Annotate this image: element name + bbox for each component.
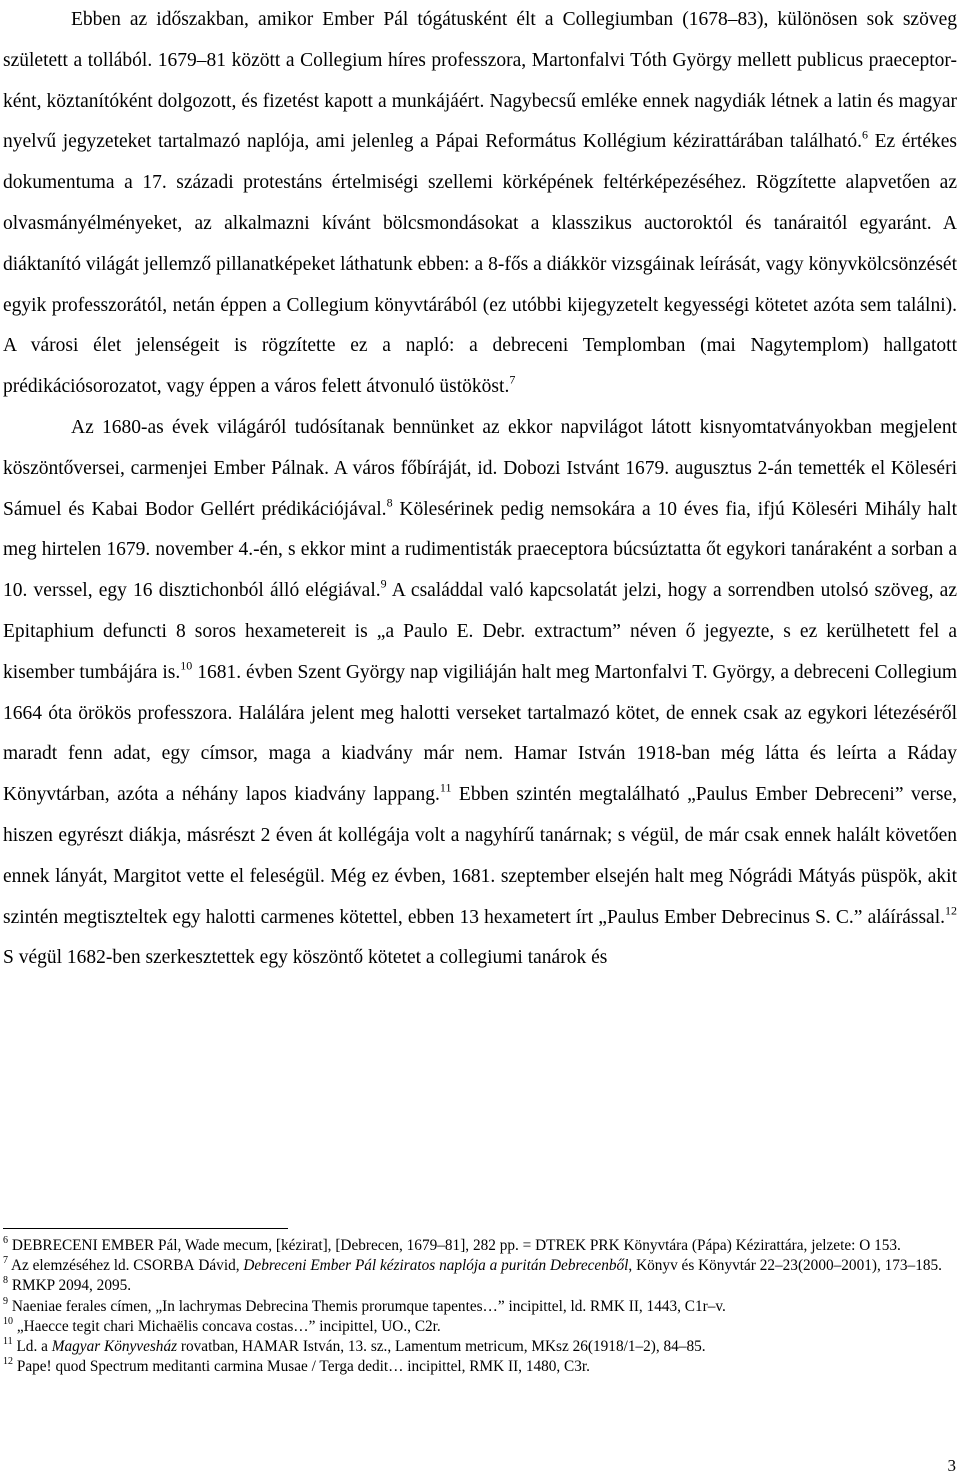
footnote-number: 10	[3, 1315, 13, 1327]
footnote-number: 7	[3, 1255, 8, 1267]
paragraph-1-text-b: Ez értékes dokumentuma a 17. századi protestáns értelmiségi szellemi körképének feltérképezéséhez. Rögzítette alapvetően az olvasmányélményeket, az alkalmazni kívánt bölcsmondásokat a klasszikus auctoroktól és tanáraitól egyaránt. A diáktanító világát jellemző pillanatképeket láthatunk ebben: a 8-fős a diákkör vizsgáinak leírását, vagy könyvkölcsönzését egyik professzorától, netán éppen a Collegium könyvtárából (ez utóbbi kijegyzetelt kegyességi kötetet azóta sem találni). A városi élet jelenségeit is rögzítette ez a napló: a debreceni Templomban (mai Nagytemplom) hallgatott prédikációsorozatot, vagy éppen a város felett átvonuló üstököst.	[3, 131, 957, 398]
footnote-ref-7[interactable]: 7	[509, 372, 516, 387]
footnote-ref-8[interactable]: 8	[386, 495, 393, 510]
footnote-text: , Könyv és Könyvtár 22–23(2000–2001), 173–185.	[628, 1257, 942, 1275]
paragraph-1-text-a: Ebben az időszakban, amikor Ember Pál tógátusként élt a Collegiumban (1678–83), különösen sok szöveg született a tollából. 1679–81 között a Collegium híres professzora, Martonfalvi Tóth György mellett publicus praeceptor-ként, köztanítóként dolgozott, és fizetést kapott a munkájáért. Nagybecsű emléke ennek nagydiák létnek a latin és magyar nyelvű jegyzeteket tartalmazó naplója, ami jelenleg a Pápai Református Kollégium kézirattárában található.	[3, 9, 957, 153]
footnote-7	[3, 1256, 957, 1276]
footnote-text: rovatban, H	[177, 1338, 254, 1356]
footnote-text: SORBA	[143, 1257, 195, 1275]
footnote-text: István, 13. sz., Lamentum metricum, MKsz 26(1918/1–2), 84–85.	[299, 1338, 706, 1356]
paragraph-1	[3, 0, 957, 408]
footnote-ref-6[interactable]: 6	[861, 128, 868, 142]
main-text	[3, 0, 957, 979]
footnote-number: 8	[3, 1275, 8, 1287]
footnote-text: RMKP 2094, 2095.	[8, 1277, 132, 1295]
paragraph-2-text-e: Ebben szintén megtalálható „Paulus Ember Debreceni” verse, hiszen egyrészt diákja, másrészt 2 éven át kollégája volt a nagyhírű tanárnak; s végül, de már csak ennek halált követően ennek lányát, Margitot vette el feleségül. Még ez évben, 1681. szeptember elsején halt meg Nógrádi Mátyás püspök, akit szintén megtiszteltek egy halotti carmenes kötettel, ebben 13 hexametert írt „Paulus Ember Debrecinus S. C.” aláírással.	[3, 784, 957, 928]
footnote-title: Debreceni Ember Pál kéziratos naplója a puritán Debrecenből	[243, 1257, 629, 1275]
footnote-text: „Haecce tegit chari Michaëlis concava costas…” incipittel, U	[13, 1317, 393, 1335]
paragraph-2-text-c: A családdal való kapcsolatát jelzi, hogy a sorrendben utolsó szöveg, az Epitaphium defuncti 8 soros hexametereit is „a Paulo E. Debr. extractum” néven ő jegyezte, s ez kerülhetett fel a kisember tumbájára is.	[3, 580, 957, 683]
footnote-text: ., C2r.	[403, 1317, 441, 1335]
paragraph-2-text-d: 1681. évben Szent György nap vigiliáján halt meg Martonfalvi T. György, a debreceni Collegium 1664 óta örökös professzora. Halálára jelent meg halotti verseket tartalmazó kötet, de ennek csak az egykori létezéséről maradt fenn adat, egy címsor, maga a kiadvány már nem. Hamar István 1918-ban még látta és leírta a Ráday Könyvtárban, azóta a néhány lapos kiadvány lappang.	[3, 661, 958, 806]
footnote-separator	[3, 1228, 288, 1229]
footnote-number: 12	[3, 1356, 13, 1368]
footnote-number: 9	[3, 1295, 8, 1307]
footnote-text: Dávid,	[194, 1257, 244, 1275]
footnote-6	[3, 1236, 957, 1256]
footnote-title: Magyar Könyvesház	[51, 1338, 178, 1356]
footnote-text: Naeniae ferales címen, „In lachrymas Debrecina Themis prorumque tapentes…” incipittel, ld. RMK II, 1443, C1r–v.	[8, 1297, 726, 1315]
footnote-ref-12[interactable]: 12	[945, 903, 957, 918]
paragraph-2-text-f: S végül 1682-ben szerkesztettek egy köszöntő kötetet a collegiumi tanárok és	[3, 947, 608, 969]
footnote-text: AMAR	[253, 1338, 300, 1356]
paragraph-2-text-a: Az 1680-as évek világáról tudósítanak bennünket az ekkor napvilágot látott kisnyomtatványokban megjelent köszöntőversei, carmenjei Ember Pálnak. A város főbíráját, id. Dobozi Istvánt 1679. augusztus 2-án temették el Köleséri Sámuel és Kabai Bodor Gellért prédikációjával.	[3, 416, 957, 520]
footnotes	[3, 1236, 957, 1377]
footnote-text: Ld. a	[12, 1338, 52, 1356]
footnote-number: 11	[3, 1336, 13, 1348]
footnote-text: EMBER Pál, Wade mecum, [kézirat], [Debrecen, 1679–81], 282 pp. = DTREK PRK Könyvtára (Pápa) Kézirattára, jelzete: O 153.	[97, 1237, 901, 1254]
footnote-number: 6	[3, 1235, 8, 1246]
footnote-8	[3, 1276, 957, 1296]
paragraph-2-text-b: Kölesérinek pedig nemsokára a 10 éves fia, ifjú Köleséri Mihály halt meg hirtelen 1679. november 4.-én, s ekkor mint a rudimentisták praeceptora búcsúztatta őt egykori tanáraként a sorban a 10. verssel, egy 16 disztichonból álló elégiával.	[3, 498, 957, 602]
footnote-text: Az elemzéséhez ld. C	[8, 1257, 144, 1275]
footnote-ref-11[interactable]: 11	[439, 780, 452, 795]
footnote-ref-10[interactable]: 10	[180, 658, 193, 673]
footnote-ref-9[interactable]: 9	[380, 576, 387, 591]
footnote-9	[3, 1297, 957, 1317]
footnote-10	[3, 1317, 957, 1337]
footnote-text: O	[392, 1317, 404, 1335]
footnote-12	[3, 1357, 957, 1377]
paragraph-2	[3, 408, 957, 979]
footnote-11	[3, 1337, 957, 1357]
page-number: 3	[947, 1456, 956, 1475]
footnote-text: DEBRECENI	[11, 1237, 98, 1254]
footnote-text: Pape! quod Spectrum meditanti carmina Musae / Terga dedit… incipittel, RMK II, 1480, C3r.	[13, 1358, 590, 1376]
